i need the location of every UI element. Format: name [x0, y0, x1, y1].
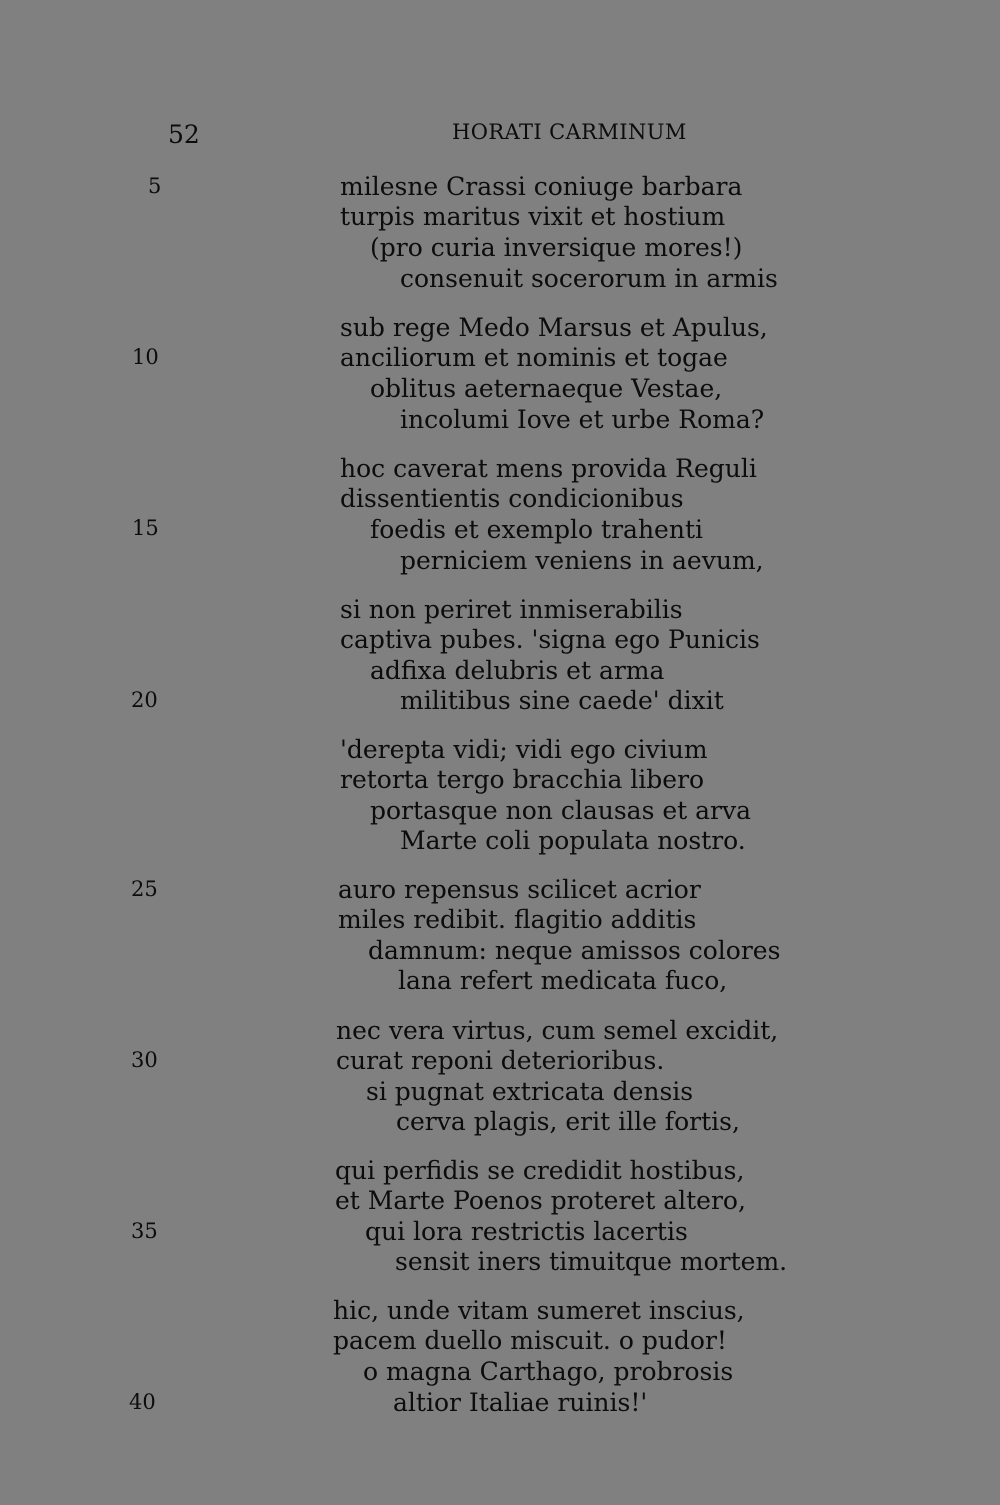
verse-line: portasque non clausas et arva [370, 796, 752, 825]
verse-line: et Marte Poenos proteret altero, [335, 1186, 746, 1215]
line-number: 25 [131, 877, 158, 901]
line-number: 5 [148, 174, 162, 198]
line-number: 40 [129, 1390, 156, 1414]
verse-line: oblitus aeternaeque Vestae, [370, 374, 723, 403]
line-number: 15 [132, 516, 159, 540]
verse-line: Marte coli populata nostro. [400, 826, 746, 855]
line-number: 30 [131, 1048, 158, 1072]
verse-line: turpis maritus vixit et hostium [340, 202, 726, 231]
verse-line: militibus sine caede' dixit [400, 686, 724, 715]
verse-line: lana refert medicata fuco, [398, 966, 728, 995]
verse-line: retorta tergo bracchia libero [340, 765, 705, 794]
verse-line: qui perfidis se credidit hostibus, [335, 1156, 745, 1185]
verse-line: 'derepta vidi; vidi ego civium [340, 735, 708, 764]
verse-line: sub rege Medo Marsus et Apulus, [340, 313, 768, 342]
verse-line: sensit iners timuitque mortem. [395, 1247, 788, 1276]
verse-line: consenuit socerorum in armis [400, 264, 778, 293]
verse-line: milesne Crassi coniuge barbara [340, 172, 743, 201]
verse-line: perniciem veniens in aevum, [400, 546, 764, 575]
page-number: 52 [168, 120, 200, 149]
verse-line: miles redibit. flagitio additis [338, 905, 697, 934]
verse-line: anciliorum et nominis et togae [340, 343, 728, 372]
line-number: 20 [131, 688, 158, 712]
verse-line: foedis et exemplo trahenti [370, 515, 703, 544]
verse-line: pacem duello miscuit. o pudor! [333, 1326, 727, 1355]
verse-line: (pro curia inversique mores!) [370, 233, 743, 262]
verse-line: o magna Carthago, probrosis [363, 1357, 734, 1386]
running-head: HORATI CARMINUM [452, 120, 687, 144]
verse-line: damnum: neque amissos colores [368, 936, 781, 965]
verse-line: qui lora restrictis lacertis [365, 1217, 688, 1246]
line-number: 35 [131, 1219, 158, 1243]
verse-line: nec vera virtus, cum semel excidit, [336, 1016, 779, 1045]
verse-line: cerva plagis, erit ille fortis, [396, 1107, 740, 1136]
verse-line: incolumi Iove et urbe Roma? [400, 405, 765, 434]
line-number: 10 [132, 345, 159, 369]
verse-line: adfixa delubris et arma [370, 656, 665, 685]
verse-line: curat reponi deterioribus. [336, 1046, 665, 1075]
verse-line: si non periret inmiserabilis [340, 595, 683, 624]
verse-line: si pugnat extricata densis [366, 1077, 694, 1106]
verse-line: hoc caverat mens provida Reguli [340, 454, 757, 483]
verse-line: altior Italiae ruinis!' [393, 1388, 648, 1417]
verse-line: hic, unde vitam sumeret inscius, [333, 1296, 745, 1325]
verse-line: auro repensus scilicet acrior [338, 875, 701, 904]
verse-line: dissentientis condicionibus [340, 484, 684, 513]
verse-line: captiva pubes. 'signa ego Punicis [340, 625, 760, 654]
